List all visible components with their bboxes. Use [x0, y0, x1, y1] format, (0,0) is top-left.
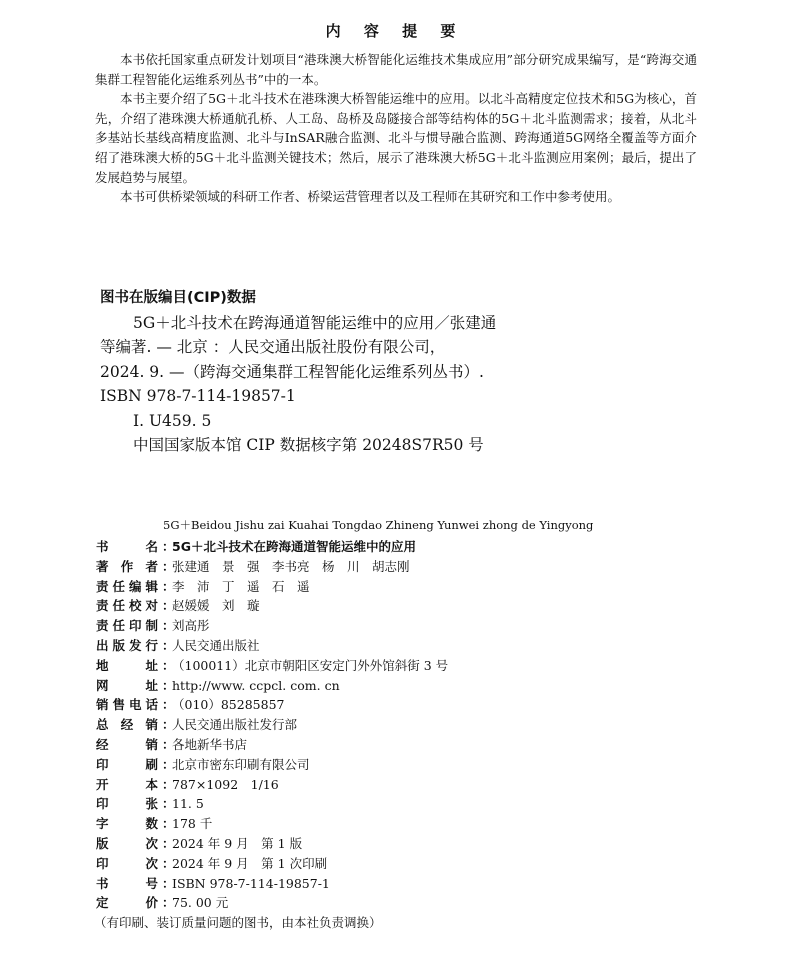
imprint-table [96, 537, 736, 933]
imprint-label: 经 销 [96, 736, 158, 752]
imprint-label: 总 经 销 [96, 717, 158, 733]
imprint-row [96, 596, 736, 616]
imprint-value: 787×1092 1/16 [172, 776, 279, 792]
imprint-row [96, 676, 736, 696]
imprint-value: ISBN 978-7-114-19857-1 [172, 875, 330, 891]
imprint-row [96, 814, 736, 834]
imprint-colon: ： [162, 776, 175, 792]
imprint-value: http://www. ccpcl. com. cn [172, 677, 340, 693]
imprint-value: 刘高彤 [172, 618, 210, 634]
imprint-label: 字 数 [96, 816, 158, 832]
imprint-label: 书 号 [96, 875, 158, 891]
imprint-row [96, 834, 736, 854]
imprint-row [96, 794, 736, 814]
cip-classification: Ⅰ. U459. 5 [133, 411, 212, 430]
summary-paragraph: 本书依托国家重点研发计划项目“港珠澳大桥智能化运维技术集成应用”部分研究成果编写，是“跨海交通集群工程智能化运维系列丛书”中的一本。 [95, 52, 697, 87]
imprint-label: 责 任 印 制 [96, 618, 158, 634]
imprint-value: （010）85285857 [172, 697, 285, 713]
imprint-row [96, 755, 736, 775]
imprint-label: 销 售 电 话 [96, 697, 158, 713]
imprint-colon: ： [162, 717, 175, 733]
imprint-row [96, 775, 736, 795]
cip-block [100, 286, 720, 458]
imprint-value: 李 沛 丁 遥 石 遥 [172, 578, 310, 594]
imprint-row [96, 656, 736, 676]
imprint-label: 书 名 [96, 539, 158, 554]
imprint-colon: ： [162, 539, 175, 554]
imprint-row [96, 695, 736, 715]
cip-line: ISBN 978-7-114-19857-1 [100, 387, 296, 405]
imprint-label: 印 刷 [96, 756, 158, 772]
imprint-label: 著 作 者 [96, 558, 158, 574]
imprint-label: 责 任 校 对 [96, 598, 158, 614]
summary-body [95, 50, 697, 207]
imprint-value: 张建通 景 强 李书亮 杨 川 胡志刚 [172, 558, 410, 574]
imprint-value: 178 千 [172, 816, 213, 832]
imprint-colon: ： [162, 796, 175, 812]
imprint-colon: ： [162, 875, 175, 891]
imprint-note: （有印刷、装订质量问题的图书，由本社负责调换） [94, 915, 382, 931]
imprint-row [96, 616, 736, 636]
imprint-value: 人民交通出版社 [172, 637, 260, 653]
imprint-colon: ： [162, 816, 175, 832]
imprint-value: 11. 5 [172, 796, 204, 812]
imprint-label: 定 价 [96, 895, 158, 911]
imprint-colon: ： [162, 855, 175, 871]
summary-paragraph: 本书可供桥梁领域的科研工作者、桥梁运营管理者以及工程师在其研究和工作中参考使用。 [120, 189, 621, 205]
imprint-label: 地 址 [96, 657, 158, 673]
imprint-colon: ： [162, 835, 175, 851]
imprint-value: 赵媛媛 刘 璇 [172, 598, 260, 614]
imprint-value: 75. 00 元 [172, 895, 229, 911]
imprint-label: 印 次 [96, 855, 158, 871]
imprint-colon: ： [162, 677, 175, 693]
imprint-row [96, 537, 736, 557]
imprint-row [96, 715, 736, 735]
imprint-colon: ： [162, 618, 175, 634]
imprint-value: （100011）北京市朝阳区安定门外外馆斜街 3 号 [172, 657, 449, 673]
imprint-row [96, 636, 736, 656]
imprint-label: 出 版 发 行 [96, 637, 158, 653]
imprint-value: 2024 年 9 月 第 1 版 [172, 835, 303, 851]
imprint-colon: ： [162, 578, 175, 594]
imprint-value: 人民交通出版社发行部 [172, 717, 298, 733]
cip-line: 5G＋北斗技术在跨海通道智能运维中的应用／张建通 [133, 313, 497, 332]
imprint-label: 责 任 编 辑 [96, 578, 158, 594]
imprint-row [96, 874, 736, 894]
cip-heading: 图书在版编目(CIP)数据 [100, 290, 256, 306]
imprint-value: 各地新华书店 [172, 736, 248, 752]
imprint-colon: ： [162, 558, 175, 574]
cip-line: 2024. 9. —（跨海交通集群工程智能化运维系列丛书）. [100, 362, 484, 381]
imprint-colon: ： [162, 736, 175, 752]
imprint-value: 5G＋北斗技术在跨海通道智能运维中的应用 [172, 539, 416, 554]
imprint-colon: ： [162, 657, 175, 673]
imprint-colon: ： [162, 697, 175, 713]
imprint-value: 北京市密东印刷有限公司 [172, 756, 310, 772]
cip-line: 等编著. — 北京 ：人民交通出版社股份有限公司， [100, 338, 446, 356]
imprint-row [96, 735, 736, 755]
imprint-row [96, 577, 736, 597]
title-pinyin: 5G＋Beidou Jishu zai Kuahai Tongdao Zhineng Yunwei zhong de Yingyong [163, 518, 594, 532]
imprint-label: 版 次 [96, 835, 158, 851]
imprint-row [96, 557, 736, 577]
imprint-label: 开 本 [96, 776, 158, 792]
imprint-colon: ： [162, 756, 175, 772]
imprint-row [96, 854, 736, 874]
summary-paragraph: 本书主要介绍了5G＋北斗技术在港珠澳大桥智能运维中的应用。以北斗高精度定位技术和5G为核心，首先，介绍了港珠澳大桥通航孔桥、人工岛、岛桥及岛隧接合部等结构体的5G＋北斗监测需求；接着，从北斗多基站长基线高精度监测、北斗与InSAR融合监测、北斗与惯导融合监测、跨海通道5G网络全覆盖等方面介绍了港珠澳大桥的5G＋北斗监测关键技术；然后，展示了港珠澳大桥5G＋北斗监测应用案例；最后，提出了发展趋势与展望。 [95, 91, 697, 185]
summary-title: 内 容 提 要 [325, 22, 465, 40]
imprint-row [96, 893, 736, 913]
imprint-colon: ： [162, 637, 175, 653]
imprint-label: 印 张 [96, 796, 158, 812]
imprint-value: 2024 年 9 月 第 1 次印刷 [172, 855, 328, 871]
imprint-colon: ： [162, 598, 175, 614]
imprint-colon: ： [162, 895, 175, 911]
cip-record-number: 中国国家版本馆 CIP 数据核字第 20248S7R50 号 [133, 436, 484, 454]
imprint-label: 网 址 [96, 677, 158, 693]
